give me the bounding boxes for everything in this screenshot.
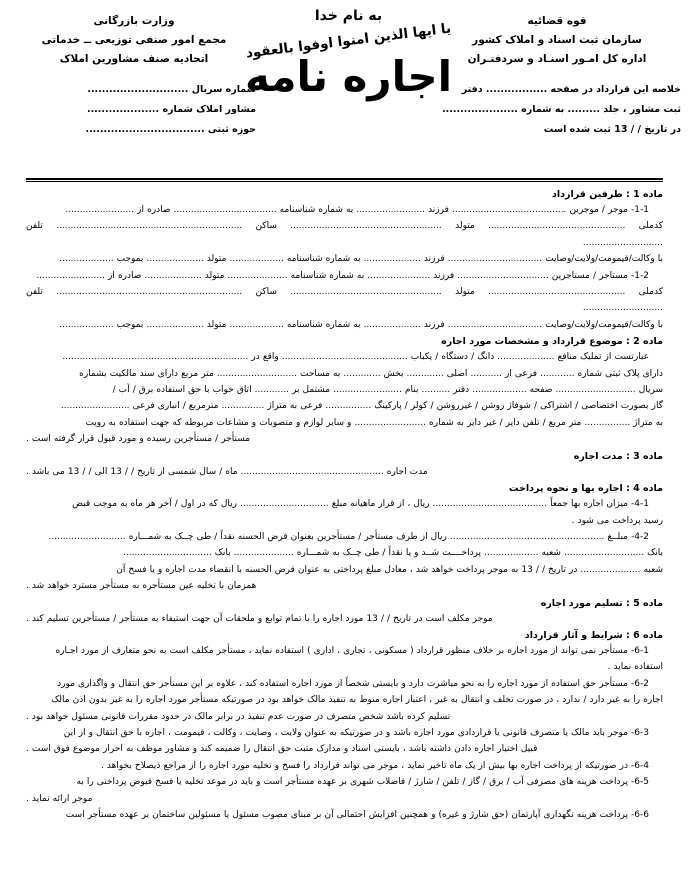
registration-field-summary-page[interactable]: خلاصه این قرارداد در صفحه ................. دفتر <box>461 84 681 95</box>
section-6-paragraph-5[interactable]: تسلیم کرده باشد شخص متصرف در صورت عدم تنفیذ در برابر مالک در حدود مقررات قانونی مسئول خواهد بود . <box>26 711 451 722</box>
section-heading-6: ماده 6 : شرایط و آثار قرارداد <box>524 629 663 641</box>
section-2-paragraph-5[interactable]: به متراژ ................ متر مربع / تلفن دایر / غیر دایر به شماره ......................... و سایر لوازم و منصوبات و مشاعات مربوطه که جهت استفاده به رویت <box>85 417 663 428</box>
agency-field-registration-district[interactable]: حوزه ثبتی ................................. <box>85 124 256 135</box>
section-3-paragraph-1[interactable]: مدت اجاره .................................................. ماه / سال شمسی از تاریخ / / 13 الی / / 13 می باشد . <box>26 466 428 477</box>
section-4-paragraph-6[interactable]: همزمان با تخلیه عین مستأجره به مستأجر مسترد خواهد شد . <box>26 581 257 592</box>
section-heading-4: ماده 4 : اجاره بها و نحوه پرداخت <box>508 483 663 495</box>
section-1-paragraph-6[interactable]: با وکالت/قیمومت/ولایت/وصایت ................................. فرزند .................... به شماره شناسنامه ................... متولد .................... بموجب ................... <box>59 319 663 330</box>
section-1-paragraph-2[interactable]: کدملی ................................................ متولد ..................................................... ساکن ................................................................. تلفن ............................ <box>26 221 663 248</box>
judiciary-org-line-2: سازمان ثبت اسناد و املاک کشور <box>472 34 642 46</box>
judiciary-org-line-3: اداره کل امـور اسنـاد و سردفتـران <box>467 53 647 65</box>
section-6-paragraph-4[interactable]: اجاره را به غیر دارد / ندارد ، در صورت تخلف و انتقال به غیر ، اعتبار اجاره منوط به تنفیذ مالک خواهد بود در صورتیکه مستأجر مورد اجاره را به غیر بدون اذن مالک <box>51 695 663 706</box>
header-divider <box>26 178 663 182</box>
section-6-paragraph-2[interactable]: استفاده نماید . <box>607 662 663 673</box>
document-header <box>0 0 689 176</box>
section-2-paragraph-3[interactable]: سریال ............................ صفحه ................... دفتر .......... بنام ........................ مشتمل بر ............ اتاق خواب با حق استفاده برق / آب / <box>112 385 663 396</box>
section-1-paragraph-3[interactable]: با وکالت/قیمومت/ولایت/وصایت ................................. فرزند .................... به شماره شناسنامه ................... متولد .................... بموجب ................... <box>59 254 663 265</box>
section-heading-5: ماده 5 : تسلیم مورد اجاره <box>540 597 663 609</box>
ministry-header-block <box>8 0 260 140</box>
registration-field-date[interactable]: در تاریخ / / 13 ثبت شده است <box>543 124 681 135</box>
section-heading-2: ماده 2 : موضوع قرارداد و مشخصات مورد اجاره <box>441 336 663 348</box>
section-2-paragraph-2[interactable]: دارای پلاک ثبتی شماره ............ فرعی از ........... اصلی ............. بخش ............. به مساحت ............................ متر مربع دارای سند مالکیت بشماره <box>79 368 663 379</box>
section-4-paragraph-5[interactable]: شعبه ..................... در تاریخ / / 13 به موجر پرداخت خواهد شد ، معادل مبلغ پرداختی به عنوان قرض الحسنه با انقضاء مدت اجاره و یا فسخ آن <box>116 564 663 575</box>
section-4-paragraph-1[interactable]: 4-1- میزان اجاره بها جمعاً ........................................ ریال ، از قرار ماهیانه مبلغ ............................... ریال که در اول / آخر هر ماه به موجب قبض <box>72 499 649 510</box>
section-2-paragraph-1[interactable]: عبارتست از تملیک منافع .................... دانگ / دستگاه / یکباب ............................................ واقع در ................................................................. <box>62 352 649 363</box>
section-2-paragraph-6[interactable]: مستأجر / مستأجرین رسیده و مورد قبول قرار گرفته است . <box>26 434 251 445</box>
ministry-org-line-1: وزارت بازرگانی <box>93 15 175 27</box>
section-4-paragraph-2[interactable]: رسید پرداخت می شود . <box>571 515 663 526</box>
judiciary-org-line-1: قوه قضائیه <box>527 15 587 27</box>
section-5-paragraph-1[interactable]: موجر مکلف است در تاریخ / / 13 مورد اجاره را با تمام توابع و ملحقات آن جهت استیفاء به مستأجر / مستأجرین تسلیم کند . <box>26 613 493 624</box>
ministry-org-line-2: مجمع امور صنفی توزیعی ــ خدماتی <box>41 34 227 46</box>
divider-rule-thick <box>26 178 663 180</box>
section-1-paragraph-5[interactable]: کدملی ................................................ متولد ..................................................... ساکن ................................................................. تلفن ............................ <box>26 287 663 314</box>
section-6-paragraph-6[interactable]: 6-3- موجر باید مالک یا متصرف قانونی یا قراردادی مورد اجاره باشد و در صورتیکه به عنوان ولایت ، وصایت ، وکالت ، قیمومت ، اجاره با حق انتقال و از این <box>63 727 649 738</box>
section-heading-3: ماده 3 : مدت اجاره <box>573 450 663 462</box>
judiciary-header-block <box>433 0 681 140</box>
agency-field-serial-number[interactable]: شماره سریال ............................ <box>87 84 256 95</box>
section-6-paragraph-3[interactable]: 6-2- مستأجر حق استفاده از مورد اجاره را به نحو مباشرت دارد و بایستی شخصاً از مورد اجاره استفاده کند ، علاوه بر این مستأجر حق انتقال و واگذاری مورد <box>57 678 649 689</box>
quran-verse-text: یا ایها الذین امنوا اوفوا بالعقود <box>245 20 452 62</box>
ministry-org-line-3: اتحادیه صنف مشاورین املاک <box>59 53 209 65</box>
section-6-paragraph-11[interactable]: 6-6- پرداخت هزینه نگهداری آپارتمان (حق شارژ و غیره) و همچنین افزایش احتمالی آن بر مبنای مصوب مسئول یا مسئولین ساختمان بر عهده مستأجر است <box>65 810 649 820</box>
section-2-paragraph-4[interactable]: گاز بصورت اختصاصی / اشتراکی / شوفاژ روشن / غیرروشن / کولر / پارکینگ ................ فرعی به متراژ ............... مترمربع / انباری فرعی ........................ <box>60 401 663 412</box>
registration-fields <box>433 80 681 140</box>
registration-field-volume-number[interactable]: ثبت مشاور ، جلد ......... به شماره ..................... <box>442 104 681 115</box>
section-4-paragraph-3[interactable]: 4-2- مبلــغ ...................................................... ریال از طرف مستأجر / مستأجرین بعنوان قرض الحسنه نقداً / طی چــک به شمـــاره ........................... <box>48 531 649 542</box>
section-6-paragraph-8[interactable]: 6-4- در صورتیکه از پرداخت اجاره بها بیش از یک ماه تاخیر نماید ، موجر می تواند قرارداد را فسخ و تخلیه مورد اجاره را از مراجع ذیصلاح بخواهد . <box>101 760 649 771</box>
divider-rule-thin <box>26 181 663 182</box>
section-6-paragraph-9[interactable]: 6-5- پرداخت هزینه های مصرفی آب / برق / گاز / تلفن / شارژ / فاضلاب شهری بر عهده مستأجر است و باید در موعد تخلیه یا فسخ قبوض پرداختی را به <box>76 777 649 788</box>
agency-fields <box>8 80 260 140</box>
page-title: اجاره نامه <box>244 52 453 101</box>
section-1-paragraph-4[interactable]: 1-2- مستاجر / مستاجرین ................................ فرزند ...................... به شماره شناسنامه ..................... متولد .................... صادره از ........................ <box>36 270 649 281</box>
bismillah-text: به نام خدا <box>314 8 383 24</box>
section-6-paragraph-10[interactable]: موجر ارائه نماید . <box>26 793 93 804</box>
section-6-paragraph-1[interactable]: 6-1- مستأجر نمی تواند از مورد اجاره بر خلاف منظور قرارداد ( مسکونی ، تجاری ، اداری ) استفاده نماید ، مستأجر مکلف است به نحو متعارف از مورد اجـاره <box>55 645 649 656</box>
title-block <box>236 0 461 102</box>
section-6-paragraph-7[interactable]: قبیل اختیار اجاره دادن داشته باشد ، بایستی اسناد و مدارک مثبت حق انتقال را ضمیمه کند و مشاور موظف به احراز موضوع فوق است . <box>26 744 538 755</box>
section-heading-1: ماده 1 : طرفین قرارداد <box>552 189 663 200</box>
section-4-paragraph-4[interactable]: بانک ............................ شعبه ................... پرداخــــت شــد و یا نقداً / طی چــک به شمـــاره ..................... بانک ............................... <box>123 548 663 559</box>
agency-field-advisor-number[interactable]: مشاور املاک شماره .................... <box>86 104 256 115</box>
contract-body <box>26 186 663 823</box>
section-1-paragraph-1[interactable]: 1-1- موجر / موجرین ........................................ فرزند ........................ به شماره شناسنامه .................................... صادره از ........................ <box>65 205 649 215</box>
